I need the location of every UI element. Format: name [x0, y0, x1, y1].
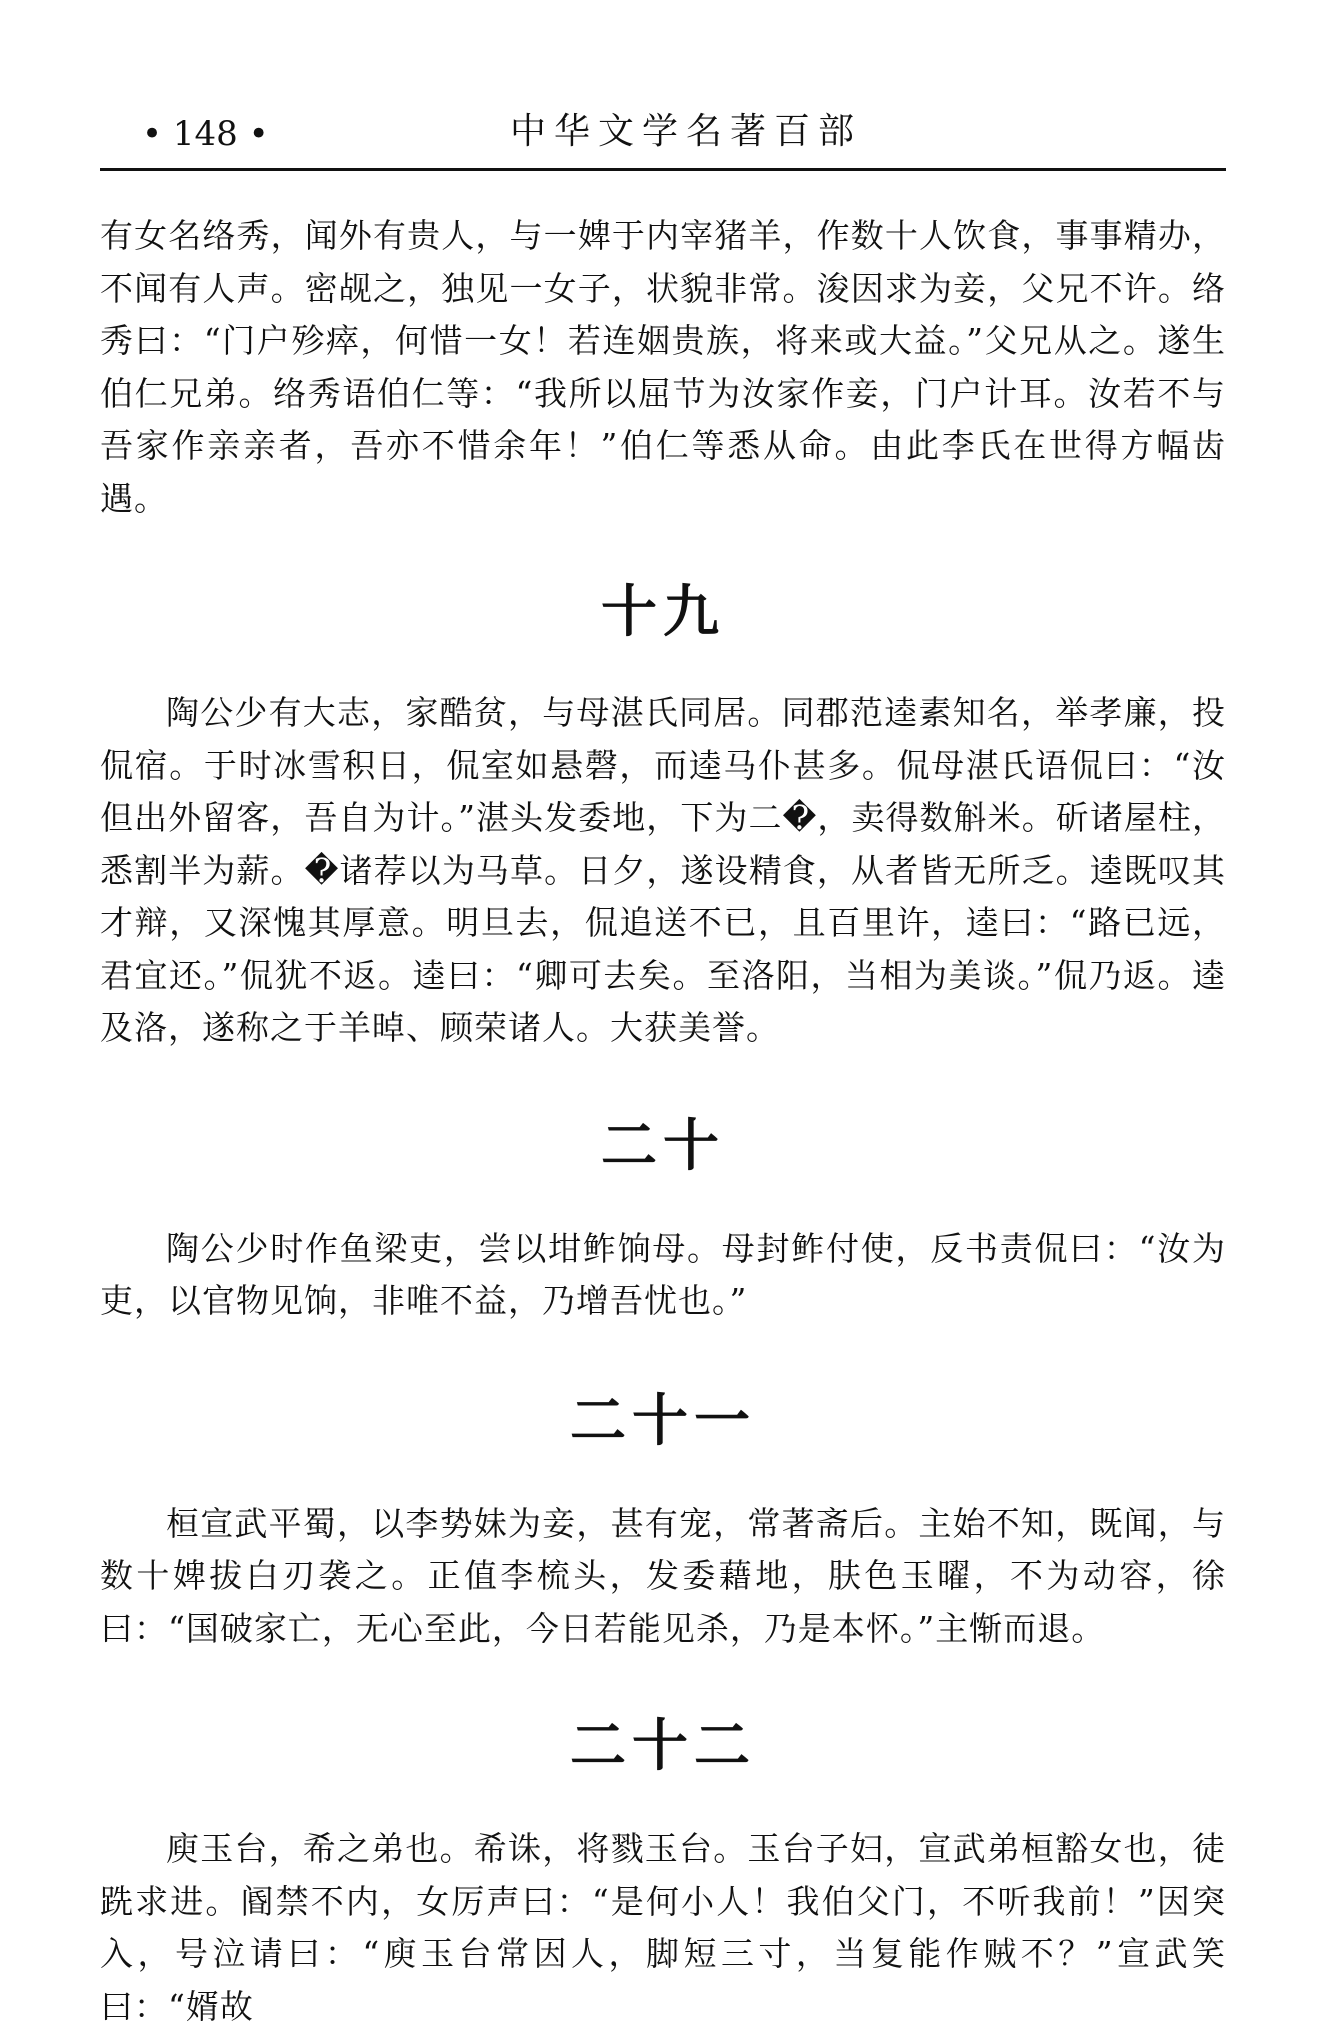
page-content [100, 210, 1226, 2033]
paragraph-19: 陶公少有大志，家酷贫，与母湛氏同居。同郡范逵素知名，举孝廉，投侃宿。于时冰雪积日，侃室如悬磬，而逵马仆甚多。侃母湛氏语侃曰：“汝但出外留客，吾自为计。”湛头发委地，下为二�，卖得数斛米。斫诸屋柱，悉割半为薪。�诸荐以为马草。日夕，遂设精食，从者皆无所乏。逵既叹其才辩，又深愧其厚意。明旦去，侃追送不已，且百里许，逵曰：“路已远，君宜还。”侃犹不返。逵曰：“卿可去矣。至洛阳，当相为美谈。”侃乃返。逵及洛，遂称之于羊晫、顾荣诸人。大获美誉。 [100, 693, 1226, 1047]
paragraph-22: 庾玉台，希之弟也。希诛，将戮玉台。玉台子妇，宣武弟桓豁女也，徒跣求进。阍禁不内，女厉声曰：“是何小人！我伯父门，不听我前！”因突入，号泣请曰：“庾玉台常因人，脚短三寸，当复能作贼不？”宣武笑曰：“婿故 [100, 1829, 1226, 2026]
section-title-19: 十九 [601, 580, 725, 645]
paragraph-21: 桓宣武平蜀，以李势妹为妾，甚有宠，常著斋后。主始不知，既闻，与数十婢拔白刃袭之。正值李梳头，发委藉地，肤色玉曜，不为动容，徐曰：“国破家亡，无心至此，今日若能见杀，乃是本怀。”主惭而退。 [100, 1503, 1226, 1648]
section-title-21: 二十一 [570, 1388, 756, 1454]
book-page [100, 0, 1226, 2026]
paragraph-continued: 有女名络秀，闻外有贵人，与一婢于内宰猪羊，作数十人饮食，事事精办，不闻有人声。密觇之，独见一女子，状貌非常。浚因求为妾，父兄不许。络秀曰：“门户殄瘁，何惜一女！若连姻贵族，将来或大益。”父兄从之。遂生伯仁兄弟。络秀语伯仁等：“我所以屈节为汝家作妾，门户计耳。汝若不与吾家作亲亲者，吾亦不惜余年！”伯仁等悉从命。由此李氏在世得方幅齿遇。 [100, 216, 1226, 518]
section-title-20: 二十 [601, 1113, 725, 1179]
running-title: 中华文学名著百部 [510, 111, 863, 152]
paragraph-20: 陶公少时作鱼梁吏，尝以坩鲊饷母。母封鲊付使，反书责侃曰：“汝为吏，以官物见饷，非唯不益，乃增吾忧也。” [100, 1228, 1226, 1320]
page-number: • 148 • [142, 114, 269, 154]
section-title-22: 二十二 [570, 1714, 756, 1779]
page-header [100, 108, 1226, 171]
